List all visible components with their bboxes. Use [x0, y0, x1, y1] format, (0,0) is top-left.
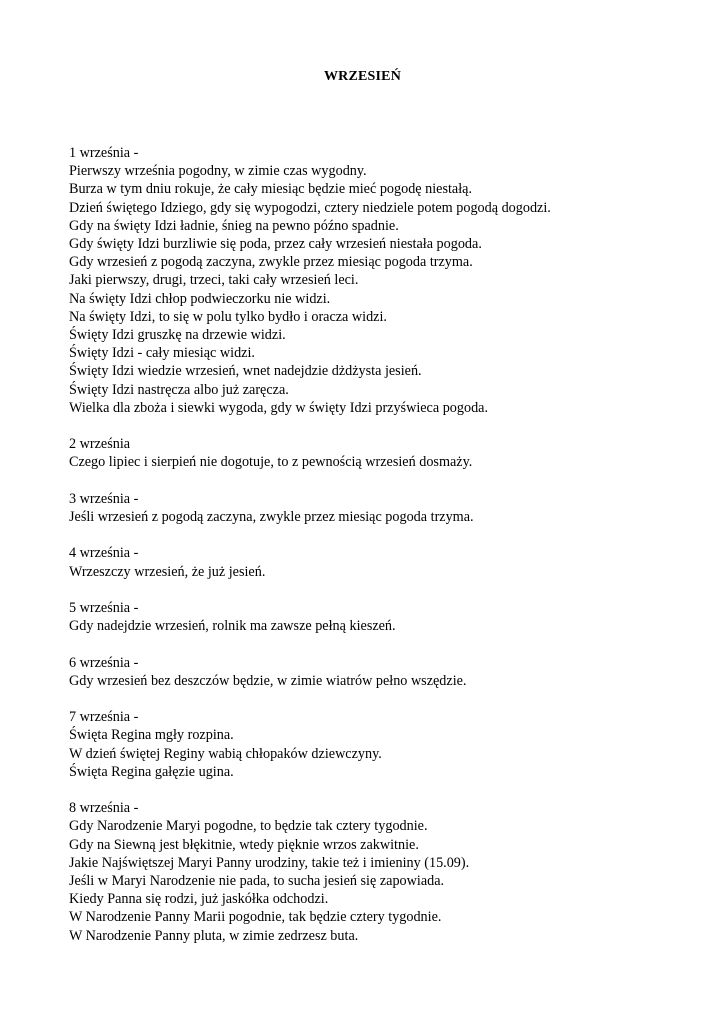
date-section	[69, 144, 689, 417]
proverb-line: Gdy na Siewną jest błękitnie, wtedy pięknie wrzos zakwitnie.	[69, 836, 419, 853]
proverb-line: W Narodzenie Panny pluta, w zimie zedrzesz buta.	[69, 927, 359, 944]
date-heading: 7 września -	[69, 709, 139, 726]
proverb-line: Gdy święty Idzi burzliwie się poda, przez cały wrzesień niestała pogoda.	[69, 236, 482, 253]
date-heading: 4 września -	[69, 545, 139, 562]
proverb-line: Jaki pierwszy, drugi, trzeci, taki cały wrzesień leci.	[69, 272, 359, 289]
document-body	[69, 144, 689, 963]
proverb-line: Święty Idzi nastręcza albo już zaręcza.	[69, 381, 289, 398]
date-section	[69, 599, 689, 635]
proverb-line: Święty Idzi wiedzie wrzesień, wnet nadejdzie dżdżysta jesień.	[69, 363, 422, 380]
proverb-line: Święta Regina gałęzie ugina.	[69, 763, 234, 780]
proverb-line: Jeśli wrzesień z pogodą zaczyna, zwykle przez miesiąc pogoda trzyma.	[69, 509, 474, 526]
proverb-line: Na święty Idzi, to się w polu tylko bydło i oracza widzi.	[69, 308, 387, 325]
date-section	[69, 490, 689, 526]
proverb-line: W Narodzenie Panny Marii pogodnie, tak będzie cztery tygodnie.	[69, 909, 442, 926]
proverb-line: Jeśli w Maryi Narodzenie nie pada, to sucha jesień się zapowiada.	[69, 873, 445, 890]
date-heading: 8 września -	[69, 800, 139, 817]
proverb-line: Wielka dla zboża i siewki wygoda, gdy w święty Idzi przyświeca pogoda.	[69, 399, 489, 416]
proverb-line: Czego lipiec i sierpień nie dogotuje, to z pewnością wrzesień dosmaży.	[69, 454, 473, 471]
proverb-line: Święta Regina mgły rozpina.	[69, 727, 234, 744]
date-heading: 1 września -	[69, 145, 139, 161]
proverb-line: Burza w tym dniu rokuje, że cały miesiąc będzie mieć pogodę niestałą.	[69, 181, 473, 198]
proverb-line: Dzień świętego Idziego, gdy się wypogodzi, cztery niedziele potem pogodą dogodzi.	[69, 199, 551, 216]
proverb-line: Kiedy Panna się rodzi, już jaskółka odchodzi.	[69, 891, 329, 908]
date-heading: 6 września -	[69, 654, 139, 671]
date-section	[69, 799, 689, 945]
proverb-line: Święty Idzi - cały miesiąc widzi.	[69, 345, 255, 362]
page-title: WRZESIEŃ	[323, 69, 402, 84]
date-section	[69, 708, 689, 781]
proverb-line: Pierwszy września pogodny, w zimie czas wygodny.	[69, 163, 367, 180]
date-heading: 2 września	[69, 436, 131, 453]
proverb-line: Gdy na święty Idzi ładnie, śnieg na pewno późno spadnie.	[69, 217, 399, 234]
proverb-line: Jakie Najświętszej Maryi Panny urodziny, takie też i imieniny (15.09).	[69, 854, 470, 871]
date-heading: 3 września -	[69, 490, 139, 507]
proverb-line: Gdy wrzesień z pogodą zaczyna, zwykle przez miesiąc pogoda trzyma.	[69, 254, 473, 271]
proverb-line: W dzień świętej Reginy wabią chłopaków dziewczyny.	[69, 745, 382, 762]
date-section	[69, 654, 689, 690]
proverb-line: Święty Idzi gruszkę na drzewie widzi.	[69, 327, 286, 344]
date-section	[69, 544, 689, 580]
proverb-line: Na święty Idzi chłop podwieczorku nie widzi.	[69, 290, 331, 307]
proverb-line: Wrzeszczy wrzesień, że już jesień.	[69, 563, 266, 580]
proverb-line: Gdy nadejdzie wrzesień, rolnik ma zawsze pełną kieszeń.	[69, 618, 396, 635]
date-heading: 5 września -	[69, 600, 139, 617]
date-section	[69, 435, 689, 471]
proverb-line: Gdy Narodzenie Maryi pogodne, to będzie tak cztery tygodnie.	[69, 818, 428, 835]
proverb-line: Gdy wrzesień bez deszczów będzie, w zimie wiatrów pełno wszędzie.	[69, 672, 467, 689]
